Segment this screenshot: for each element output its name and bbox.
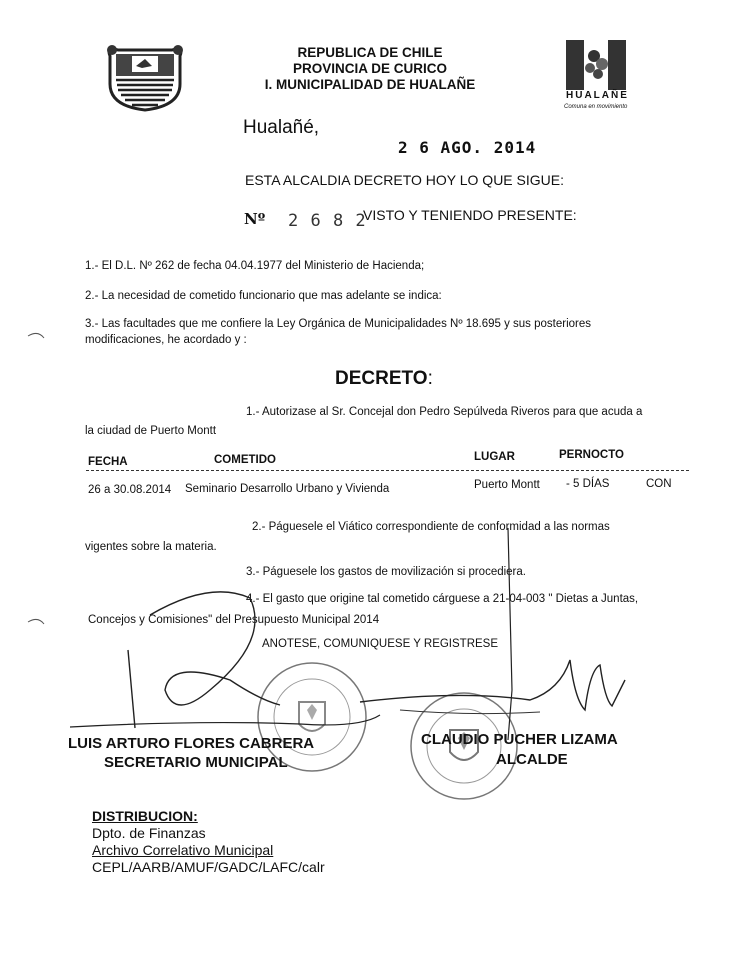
mayor-name: CLAUDIO PUCHER LIZAMA [421,731,618,748]
logo-name: HUALAÑE [566,90,629,101]
distribution-title: DISTRIBUCION: [92,808,198,824]
distribution-item: Dpto. de Finanzas [92,825,206,841]
header-province: PROVINCIA DE CURICO [292,61,447,76]
consideration-2: 2.- La necesidad de cometido funcionario que mas adelante se indica: [85,290,442,302]
consideration-3: 3.- Las facultades que me confiere la Ley Orgánica de Municipalidades Nº 18.695 y sus posteriores [85,318,592,330]
table-row-lugar: Puerto Montt [474,479,540,491]
clause-3: 3.- Páguesele los gastos de movilización si procediera. [246,566,526,578]
header-country: REPUBLICA DE CHILE [297,45,443,60]
mayor-title: ALCALDE [496,751,568,768]
secretary-title: SECRETARIO MUNICIPAL [104,754,288,771]
scan-artifact-marks [0,0,60,700]
col-header-fecha: FECHA [88,456,128,468]
table-row-fecha: 26 a 30.08.2014 [88,484,172,496]
secretary-name: LUIS ARTURO FLORES CABRERA [68,735,315,752]
header-municipality: I. MUNICIPALIDAD DE HUALAÑE [264,77,476,92]
clause-4-line2: Concejos y Comisiones" del Presupuesto Municipal 2014 [88,614,380,626]
col-header-cometido: COMETIDO [214,454,276,466]
visto-text: VISTO Y TENIENDO PRESENTE: [363,207,577,223]
distribution-item: Archivo Correlativo Municipal [92,842,274,858]
intro-text: ESTA ALCALDIA DECRETO HOY LO QUE SIGUE: [245,172,564,188]
decreto-title-colon: : [427,368,433,389]
distribution-item: CEPL/AARB/AMUF/GADC/LAFC/calr [92,859,325,875]
clause-2-line2: vigentes sobre la materia. [85,541,217,553]
closing-text: ANOTESE, COMUNIQUESE Y REGISTRESE [262,638,499,650]
place-label: Hualañé, [243,117,320,138]
number-prefix: Nº [244,210,266,228]
clause-4-line1: 4.- El gasto que origine tal cometido cárguese a 21-04-003 " Dietas a Juntas, [246,593,639,605]
decreto-title-text: DECRETO [335,368,428,389]
table-row-con: CON [646,478,672,490]
col-header-pernocto: PERNOCTO [559,449,624,461]
consideration-1: 1.- El D.L. Nº 262 de fecha 04.04.1977 del Ministerio de Hacienda; [85,260,425,272]
clause-2-line1: 2.- Páguesele el Viático correspondiente de conformidad a las normas [252,521,610,533]
consideration-3-cont: modificaciones, he acordado y : [85,334,247,346]
date-stamp: 2 6 AGO. 2014 [398,138,537,157]
table-row-cometido: Seminario Desarrollo Urbano y Vivienda [185,483,390,495]
col-header-lugar: LUGAR [474,451,515,463]
clause-1-line2: la ciudad de Puerto Montt [85,425,217,437]
table-row-pernocto: - 5 DÍAS [566,478,610,490]
decree-number: 2 6 8 2 [288,211,367,231]
logo-slogan: Comuna en movimiento [564,104,628,110]
clause-1-line1: 1.- Autorizase al Sr. Concejal don Pedro Sepúlveda Riveros para que acuda a [246,406,643,418]
